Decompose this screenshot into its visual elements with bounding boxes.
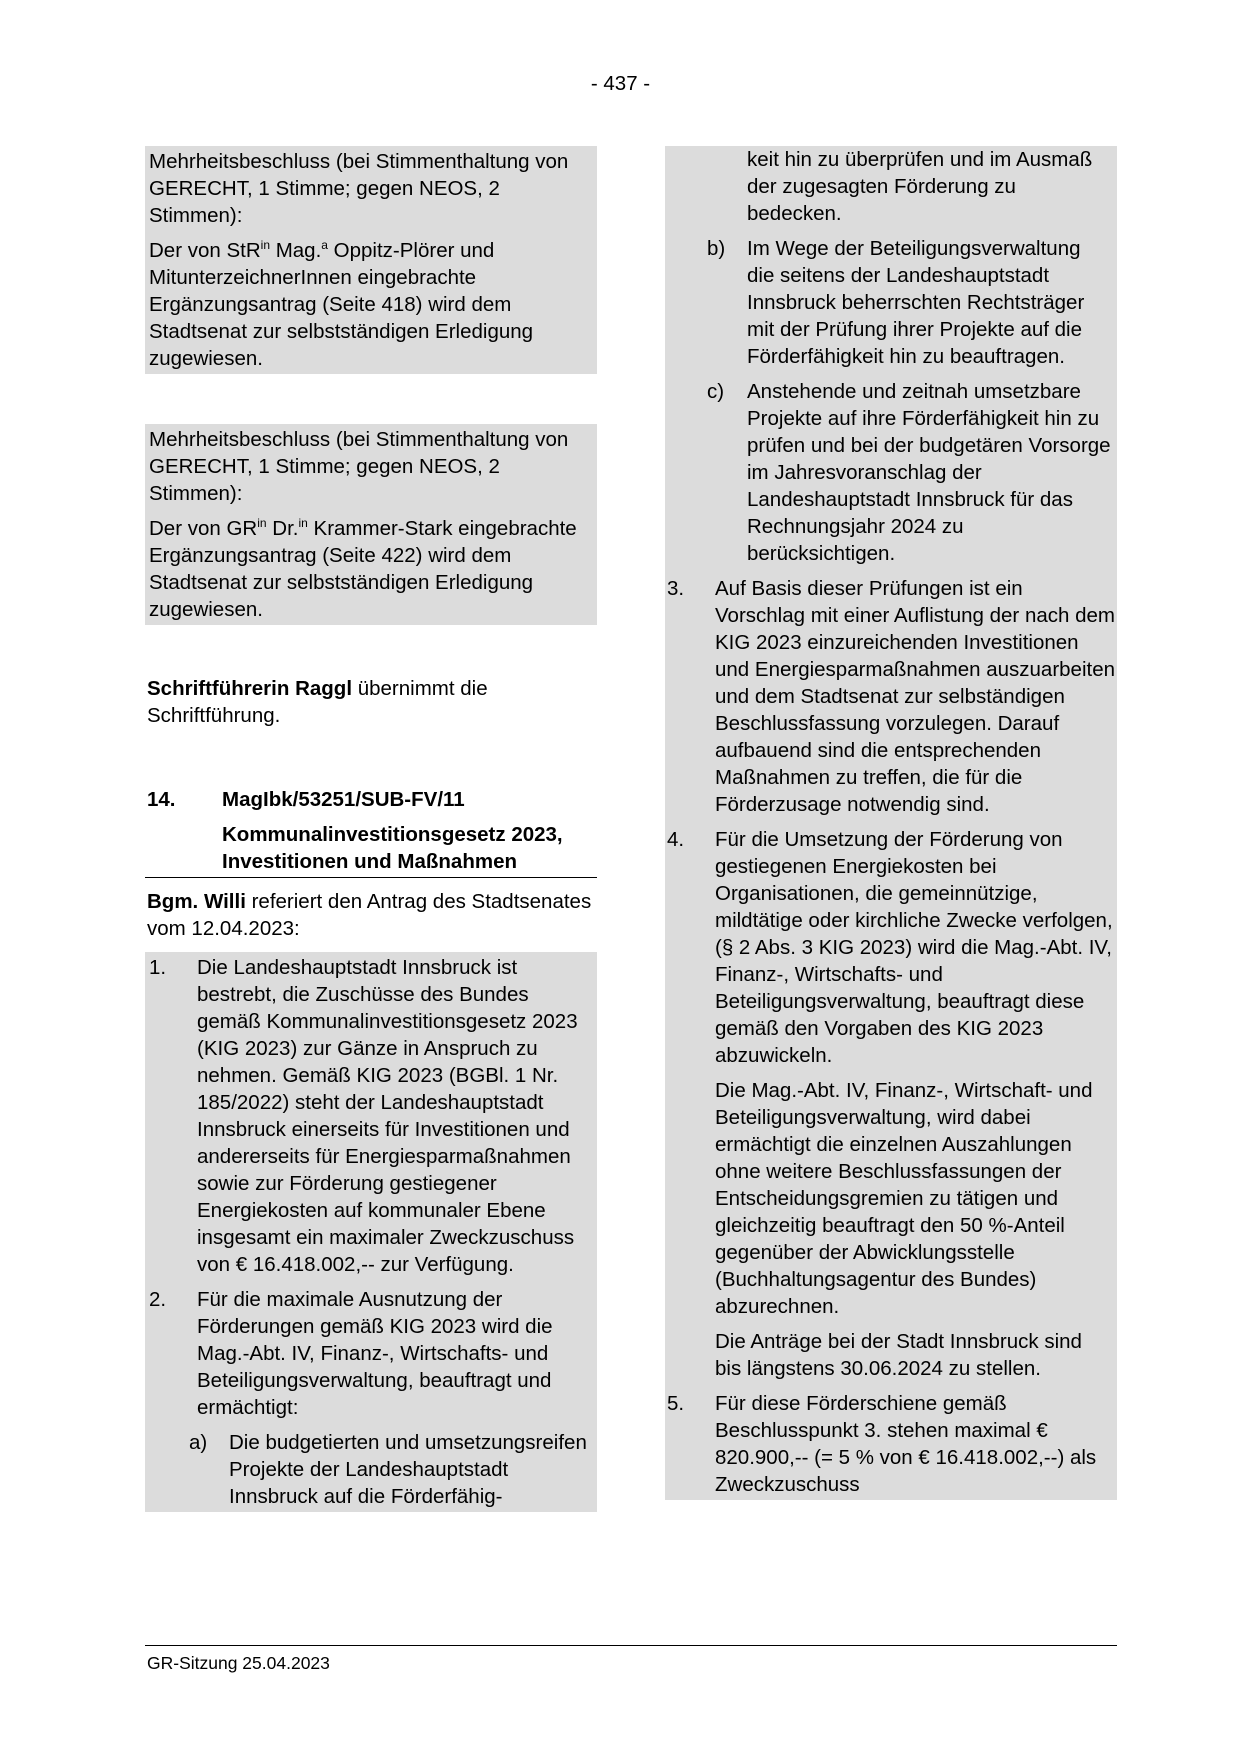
report-intro: Bgm. Willi referiert den Antrag des Stadtsenates vom 12.04.2023: [147, 890, 592, 940]
decision-heading: Mehrheitsbeschluss (bei Stimmenthaltung von GERECHT, 1 Stimme; gegen NEOS, 2 Stimmen): [149, 150, 569, 227]
agenda-number: 14. [147, 788, 176, 811]
list-item: 5. Für diese Förderschiene gemäß Beschlusspunkt 3. stehen maximal € 820.900,-- (= 5 % von € 16.418.002,--) als Zweckzuschuss [667, 1392, 1097, 1496]
item-4-paragraph-3: Die Anträge bei der Stadt Innsbruck sind bis längstens 30.06.2024 zu stellen. [715, 1330, 1082, 1380]
item-4-paragraph-2: Die Mag.-Abt. IV, Finanz-, Wirtschaft- und Beteiligungsverwaltung, wird dabei ermächtigt die einzelnen Auszahlungen ohne weitere Beschlussfassungen der Entscheidungsgremien zu tätigen und gleichzeitig beauftragt den 50 %-Anteil gegenüber der Abwicklungsstelle (Buchhaltungsagentur des Bundes) abzurechnen. [715, 1079, 1093, 1318]
decision-block-1 [145, 146, 597, 374]
left-column [145, 146, 597, 1512]
list-item: 2. Für die maximale Ausnutzung der Förderungen gemäß KIG 2023 wird die Mag.-Abt. IV, Finanz-, Wirtschafts- und Beteiligungsverwaltung, beauftragt und ermächtigt: [149, 1288, 553, 1419]
sub-item-a: a) Die budgetierten und umsetzungsreifen Projekte der Landeshauptstadt Innsbruck auf die Förderfähig- [189, 1431, 587, 1508]
decision-text: Der von $GR^{in}$ Dr.$^{in}$ Krammer-Stark eingebrachte Ergänzungsantrag (Seite 422) wird dem Stadtsenat zur selbstständigen Erledigung zugewiesen. [149, 516, 577, 621]
motion-list [145, 952, 597, 1512]
footer-text: GR-Sitzung 25.04.2023 [147, 1653, 330, 1673]
decision-heading: Mehrheitsbeschluss (bei Stimmenthaltung von GERECHT, 1 Stimme; gegen NEOS, 2 Stimmen): [149, 428, 569, 505]
agenda-item-header [145, 786, 597, 878]
decision-block-2 [145, 424, 597, 625]
sub-item-b: b) Im Wege der Beteiligungsverwaltung die seitens der Landeshauptstadt Innsbruck beherrschten Rechtsträger mit der Prüfung ihrer Projekte auf die Förderfähigkeit hin zu beauftragen. [707, 237, 1085, 368]
list-item: 1. Die Landeshauptstadt Innsbruck ist bestrebt, die Zuschüsse des Bundes gemäß Kommunalinvestitionsgesetz 2023 (KIG 2023) zur Gänze in Anspruch zu nehmen. Gemäß KIG 2023 (BGBl. 1 Nr. 185/2022) steht der Landeshauptstadt Innsbruck einerseits für Investitionen und andererseits für Energiesparmaßnahmen sowie zur Förderung gestiegener Energiekosten auf kommunaler Ebene insgesamt ein maximaler Zweckzuschuss von € 16.418.002,-- zur Verfügung. [149, 956, 578, 1276]
agenda-reference: MagIbk/53251/SUB-FV/11 [222, 788, 465, 811]
right-column [665, 146, 1117, 1500]
list-item: 3. Auf Basis dieser Prüfungen ist ein Vorschlag mit einer Auflistung der nach dem KIG 2023 einzureichenden Investitionen und Energiesparmaßnahmen auszuarbeiten und dem Stadtsenat zur selbständigen Beschlussfassung vorzulegen. Darauf aufbauend sind die entsprechenden Maßnahmen zu treffen, die für die Förderzusage notwendig sind. [667, 577, 1116, 816]
page-number: - 437 - [590, 72, 651, 95]
sub-item-a-continued: keit hin zu überprüfen und im Ausmaß der zugesagten Förderung zu bedecken. [747, 148, 1093, 225]
agenda-title: Kommunalinvestitionsgesetz 2023, Investitionen und Maßnahmen [222, 823, 563, 873]
sub-item-c: c) Anstehende und zeitnah umsetzbare Projekte auf ihre Förderfähigkeit hin zu prüfen und bei der budgetären Vorsorge im Jahresvoranschlag der Landeshauptstadt Innsbruck für das Rechnungsjahr 2024 zu berücksichtigen. [707, 380, 1111, 565]
recorder-note: Schriftführerin Raggl übernimmt die Schriftführung. [147, 677, 488, 727]
decision-text: Der von StR$^{in}$ Mag.$^a$ Oppitz-Plörer und MitunterzeichnerInnen eingebrachte Ergänzungsantrag (Seite 418) wird dem Stadtsenat zur selbstständigen Erledigung zugewiesen. [149, 238, 534, 370]
footer-divider [145, 1645, 1117, 1646]
list-item: 4. Für die Umsetzung der Förderung von gestiegenen Energiekosten bei Organisationen, die gemeinnützige, mildtätige oder kirchliche Zwecke verfolgen, (§ 2 Abs. 3 KIG 2023) wird die Mag.-Abt. IV, Finanz-, Wirtschafts- und Beteiligungsverwaltung, beauftragt diese gemäß den Vorgaben des KIG 2023 abzuwickeln. [667, 828, 1113, 1067]
